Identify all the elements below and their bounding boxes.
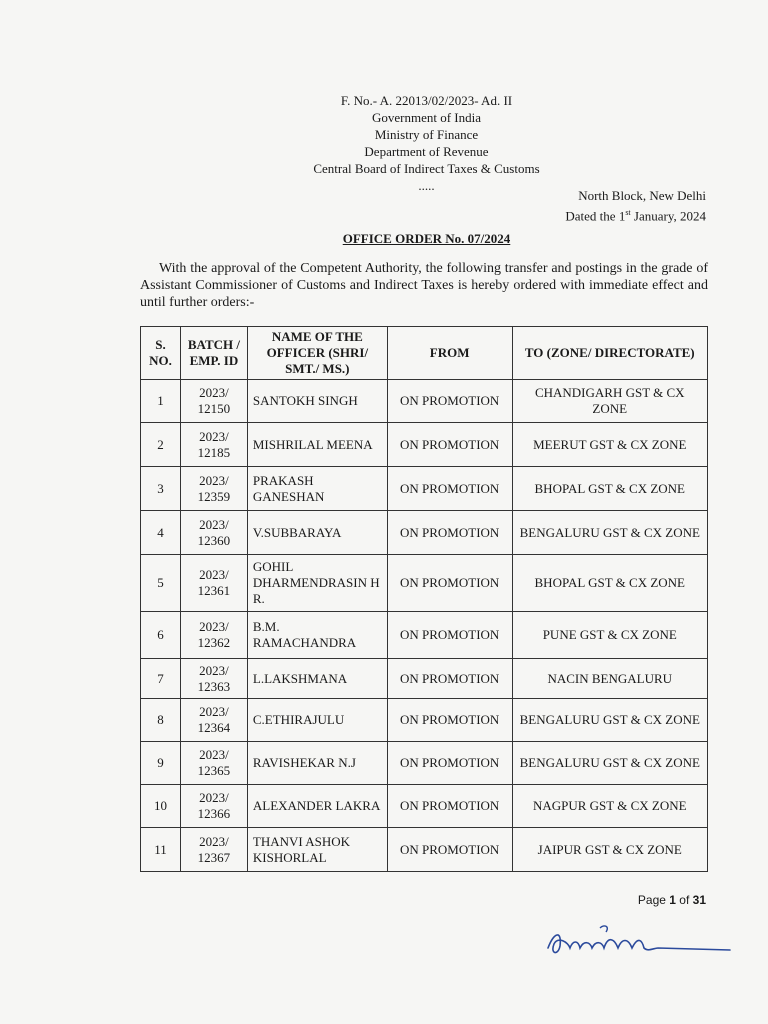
table-row [141, 612, 708, 659]
cell-name: ALEXANDER LAKRA [247, 785, 387, 828]
order-paragraph: With the approval of the Competent Authority, the following transfer and postings in the grade of Assistant Commissioner of Customs and Indirect Taxes is hereby ordered with immediate effect and until further orders:- [140, 261, 708, 310]
cell-from: ON PROMOTION [387, 555, 512, 612]
col-header-to: TO (ZONE/ DIRECTORATE) [512, 327, 707, 380]
cell-sno: 1 [141, 380, 181, 423]
col-header-from: FROM [387, 327, 512, 380]
table-row [141, 467, 708, 511]
cell-to: BHOPAL GST & CX ZONE [512, 555, 707, 612]
cell-to: BENGALURU GST & CX ZONE [512, 511, 707, 555]
location: North Block, New Delhi [578, 188, 706, 203]
cell-batch: 2023/ 12360 [180, 511, 247, 555]
order-title-wrap [0, 231, 768, 247]
cell-sno: 5 [141, 555, 181, 612]
cell-to: NAGPUR GST & CX ZONE [512, 785, 707, 828]
cell-from: ON PROMOTION [387, 785, 512, 828]
table-row [141, 699, 708, 742]
cell-sno: 9 [141, 742, 181, 785]
cell-sno: 6 [141, 612, 181, 659]
cell-to: MEERUT GST & CX ZONE [512, 423, 707, 467]
cell-sno: 10 [141, 785, 181, 828]
cell-batch: 2023/ 12150 [180, 380, 247, 423]
table-row [141, 511, 708, 555]
order-title: OFFICE ORDER No. 07/2024 [342, 231, 511, 246]
cell-name: L.LAKSHMANA [247, 659, 387, 699]
cell-batch: 2023/ 12359 [180, 467, 247, 511]
cell-from: ON PROMOTION [387, 380, 512, 423]
table-row [141, 828, 708, 872]
cell-from: ON PROMOTION [387, 828, 512, 872]
cell-from: ON PROMOTION [387, 659, 512, 699]
cell-sno: 3 [141, 467, 181, 511]
cell-from: ON PROMOTION [387, 612, 512, 659]
table-row [141, 423, 708, 467]
col-header-name: NAME OF THE OFFICER (SHRI/ SMT./ MS.) [247, 327, 387, 380]
cell-sno: 8 [141, 699, 181, 742]
cell-name: MISHRILAL MEENA [247, 423, 387, 467]
cell-batch: 2023/ 12364 [180, 699, 247, 742]
cell-batch: 2023/ 12361 [180, 555, 247, 612]
header-ministry: Ministry of Finance [374, 127, 479, 142]
col-header-batch: BATCH / EMP. ID [180, 327, 247, 380]
cell-name: THANVI ASHOK KISHORLAL [247, 828, 387, 872]
cell-from: ON PROMOTION [387, 699, 512, 742]
signature [540, 918, 740, 962]
date: Dated the 1st January, 2024 [565, 208, 706, 224]
cell-name: C.ETHIRAJULU [247, 699, 387, 742]
cell-name: GOHIL DHARMENDRASIN H R. [247, 555, 387, 612]
cell-from: ON PROMOTION [387, 423, 512, 467]
cell-to: BENGALURU GST & CX ZONE [512, 699, 707, 742]
cell-name: SANTOKH SINGH [247, 380, 387, 423]
cell-from: ON PROMOTION [387, 467, 512, 511]
file-number: F. No.- A. 22013/02/2023- Ad. II [340, 93, 513, 108]
cell-to: CHANDIGARH GST & CX ZONE [512, 380, 707, 423]
col-header-sno: S. NO. [141, 327, 181, 380]
cell-to: PUNE GST & CX ZONE [512, 612, 707, 659]
cell-from: ON PROMOTION [387, 742, 512, 785]
cell-name: RAVISHEKAR N.J [247, 742, 387, 785]
cell-batch: 2023/ 12366 [180, 785, 247, 828]
cell-from: ON PROMOTION [387, 511, 512, 555]
header-dots: ..... [418, 178, 435, 193]
cell-to: BHOPAL GST & CX ZONE [512, 467, 707, 511]
cell-batch: 2023/ 12185 [180, 423, 247, 467]
table-row [141, 380, 708, 423]
cell-sno: 11 [141, 828, 181, 872]
header-government: Government of India [371, 110, 482, 125]
cell-batch: 2023/ 12365 [180, 742, 247, 785]
place-date-block [565, 187, 706, 224]
table-row [141, 785, 708, 828]
header-board: Central Board of Indirect Taxes & Customs [313, 161, 540, 176]
cell-batch: 2023/ 12367 [180, 828, 247, 872]
page-number: Page 1 of 31 [637, 893, 706, 907]
postings-table [140, 326, 708, 872]
cell-batch: 2023/ 12363 [180, 659, 247, 699]
document-header [0, 92, 768, 194]
table-row [141, 555, 708, 612]
table-row [141, 742, 708, 785]
cell-sno: 2 [141, 423, 181, 467]
cell-name: B.M. RAMACHANDRA [247, 612, 387, 659]
cell-name: PRAKASH GANESHAN [247, 467, 387, 511]
cell-to: JAIPUR GST & CX ZONE [512, 828, 707, 872]
cell-name: V.SUBBARAYA [247, 511, 387, 555]
cell-sno: 7 [141, 659, 181, 699]
cell-batch: 2023/ 12362 [180, 612, 247, 659]
cell-to: NACIN BENGALURU [512, 659, 707, 699]
table-row [141, 659, 708, 699]
header-department: Department of Revenue [364, 144, 489, 159]
table-header-row [141, 327, 708, 380]
cell-to: BENGALURU GST & CX ZONE [512, 742, 707, 785]
cell-sno: 4 [141, 511, 181, 555]
